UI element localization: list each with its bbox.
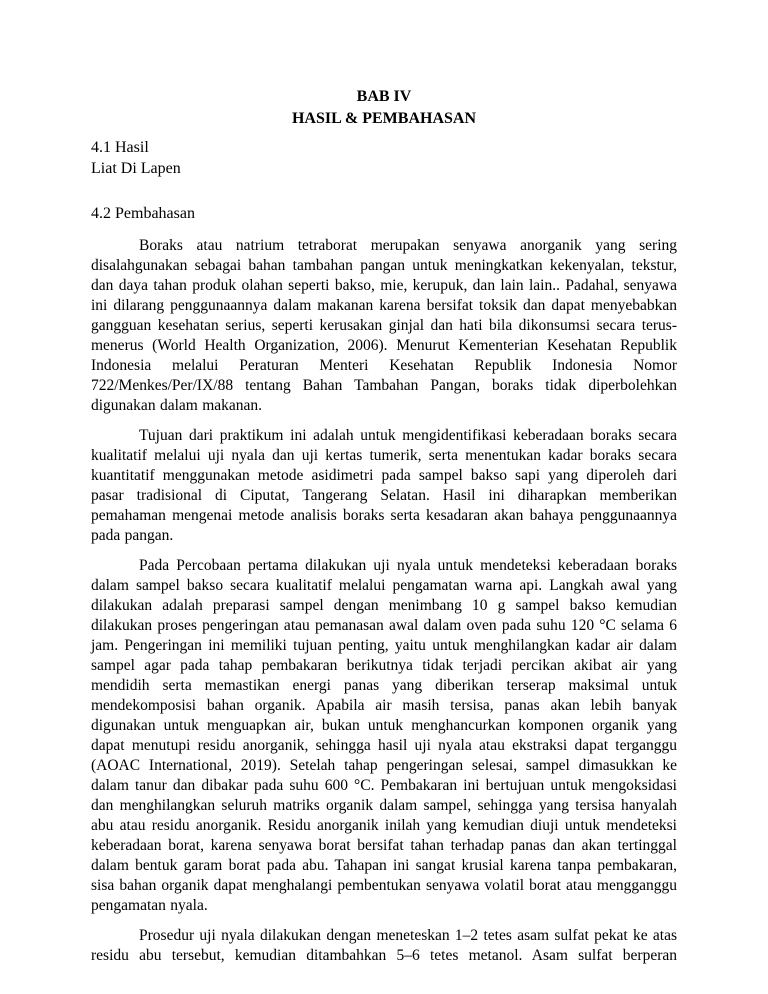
section-4-1-body: Liat Di Lapen — [91, 160, 181, 177]
section-heading-4-2: 4.2 Pembahasan — [91, 205, 195, 222]
chapter-subtitle: HASIL & PEMBAHASAN — [291, 110, 477, 127]
paragraph-boraks-intro: Boraks atau natrium tetraborat merupakan senyawa anorganik yang sering disalahgunakan sebagai bahan tambahan pangan untuk meningkatkan kekenyalan, tekstur, dan daya tahan produk olahan seperti bakso, mie, kerupuk, dan lain lain.. Padahal, senyawa ini dilarang penggunaannya dalam makanan karena bersifat toksik dan dapat menyebabkan gangguan kesehatan serius, seperti kerusakan ginjal dan hati bila dikonsumsi secara terus-menerus (World Health Organization, 2006). Menurut Kementerian Kesehatan Republik Indonesia melalui Peraturan Menteri Kesehatan Republik Indonesia Nomor 722/Menkes/Per/IX/88 tentang Bahan Tambahan Pangan, boraks tidak diperbolehkan digunakan dalam makanan. — [91, 237, 677, 414]
paragraph-prosedur-uji-nyala: Prosedur uji nyala dilakukan dengan meneteskan 1–2 tetes asam sulfat pekat ke atas residu abu tersebut, kemudian ditambahkan 5–6 tetes metanol. Asam sulfat berperan — [91, 927, 677, 964]
paragraph-percobaan-pertama: Pada Percobaan pertama dilakukan uji nyala untuk mendeteksi keberadaan boraks dalam sampel bakso secara kualitatif melalui pengamatan warna api. Langkah awal yang dilakukan adalah preparasi sampel dengan menimbang 10 g sampel bakso kemudian dilakukan proses pengeringan atau pemanasan awal dalam oven pada suhu 120 °C selama 6 jam. Pengeringan ini memiliki tujuan penting, yaitu untuk menghilangkan kadar air dalam sampel agar pada tahap pembakaran berikutnya tidak terjadi percikan akibat air yang mendidih serta memastikan energi panas yang diberikan terserap maksimal untuk mendekomposisi bahan organik. Apabila air masih tersisa, panas akan lebih banyak digunakan untuk menguapkan air, bukan untuk menghancurkan komponen organik yang dapat menutupi residu anorganik, sehingga hasil uji nyala atau ekstraksi dapat terganggu (AOAC International, 2019). Setelah tahap pengeringan selesai, sampel dimasukkan ke dalam tanur dan dibakar pada suhu 600 °C. Pembakaran ini bertujuan untuk mengoksidasi dan menghilangkan seluruh matriks organik dalam sampel, sehingga yang tersisa hanyalah abu atau residu anorganik. Residu anorganik inilah yang kemudian diuji untuk mendeteksi keberadaan borat, karena senyawa borat bersifat tahan terhadap panas dan akan tertinggal dalam bentuk garam borat pada abu. Tahapan ini sangat krusial karena tanpa pembakaran, sisa bahan organik dapat menghalangi pembentukan senyawa volatil borat atau mengganggu pengamatan nyala. — [91, 557, 677, 914]
chapter-title: BAB IV — [356, 88, 412, 105]
paragraph-tujuan-praktikum: Tujuan dari praktikum ini adalah untuk mengidentifikasi keberadaan boraks secara kualitatif melalui uji nyala dan uji kertas tumerik, serta menentukan kadar boraks secara kuantitatif menggunakan metode asidimetri pada sampel bakso sapi yang diperoleh dari pasar tradisional di Ciputat, Tangerang Selatan. Hasil ini diharapkan memberikan pemahaman mengenai metode analisis boraks serta kesadaran akan bahaya penggunaannya pada pangan. — [91, 427, 677, 544]
section-heading-4-1: 4.1 Hasil — [91, 139, 149, 156]
